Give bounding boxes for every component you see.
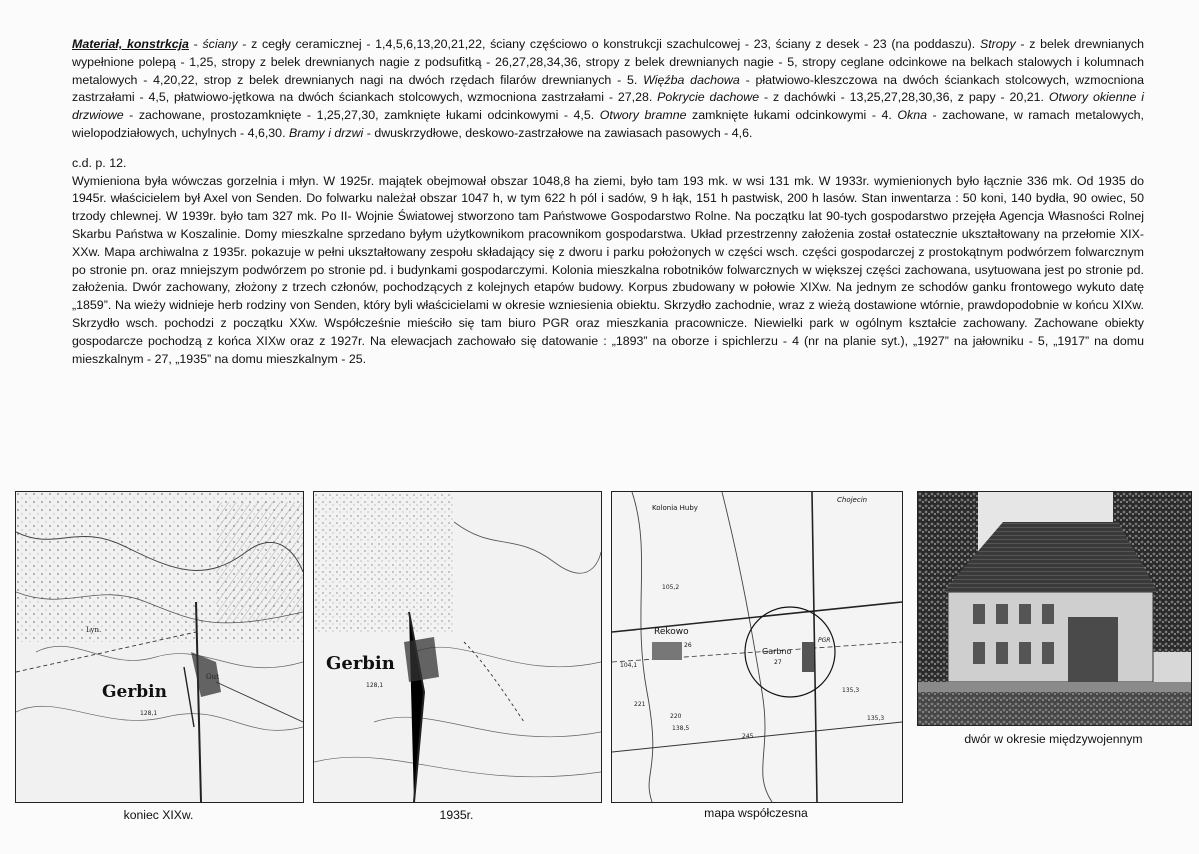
text-run: - z belek drewnianych wypełnione polepą - 1,25, stropy z belek drewnianych nagie z podsufitką - 26,27,28,34,36, stropy z belek drewnianych nagie - 5, stropy ceglane odcinkowe na belkach stalowych i kolumnach metalowych - 4,20,22, strop z belek drewnianych nagi na dwóch rzędach filarów drewnianych - 5. <box>72 37 1145 87</box>
term-gates-doors: Bramy i drzwi <box>288 125 364 140</box>
place-number: 27 <box>774 659 782 666</box>
continuation-label: c.d. p. 12. <box>72 155 127 170</box>
town-label: Gerbin <box>326 653 395 674</box>
elevation-label: 135,3 <box>842 687 860 694</box>
map-1935 <box>313 491 602 803</box>
term-walls: ściany <box>202 37 238 51</box>
history-paragraph: Wymieniona była wówczas gorzelnia i młyn. W 1925r. majątek obejmował obszar 1048,8 ha ziemi, było tam 193 mk. w wsi 131 mk. W 1933r. wymienionych było łącznie 336 mk. Od 1935 do 1945r. właścicielem był Axel von Senden. Do folwarku należał obszar 1047 h, w tym 622 h pól i sadów, 9 h łąk, 151 h pastwisk, 200 h lasów. Stan inwentarza : 50 koni, 140 bydła, 90 owiec, 50 trzody chlewnej. W 1939r. było tam 327 mk. Po II- Wojnie Światowej stworzono tam Państwowe Gospodarstwo Rolne. Na początku lat 90-tych gospodarstwo przejęła Agencja Własności Rolnej Skarbu Państwa w Koszalinie. Domy mieszkalne sprzedano byłym użytkownikom pracownikom gospodarstwa. Układ przestrzenny założenia został ostatecznie ukształtowany na przełomie XIX-XXw. Mapa archiwalna z 1935r. pokazuje w pełni ukształtowany zespołu składający się z dworu i parku położonych w części wsch. części gospodarczej z prostokątnym podwórzem folwarcznym po stronie pn. oraz mniejszym podwórzem po stronie pd. i budynkami gospodarczymi. Kolonia mieszkalna robotników folwarcznych w większej części zachowana, usytuowana jest po stronie pd. założenia. Dwór zachowany, złożony z trzech członów, pochodzących z kolejnych etapów budowy. Korpus zbudowany w połowie XIXw. Na jednym ze schodów ganku frontowego wykuto datę „1859”. Na wieży widnieje herb rodziny von Senden, który byli właścicielami w okresie wzniesienia obiektu. Skrzydło zachodnie, wraz z wieżą dostawione wtórnie, prawdopodobnie w końcu XIXw. Skrzydło wsch. pochodzi z początku XXw. Współcześnie mieściło się tam biuro PGR oraz mieszkania pracownicze. Niewielki park w ogólnym kształcie zachowany. Zachowane obiekty gospodarcze pochodzą z końca XIXw oraz z 1927r. Na elewacjach zachowało się datowanie : „1893” na oborze i spichlerzu - 4 (nr na planie syt.), „1927” na jałowniku - 5, „1917” na domu mieszkalnym - 27, „1935” na domu mieszkalnym - 25. <box>72 173 1144 366</box>
road-number: 220 <box>670 713 682 720</box>
place-label: Garbno <box>762 647 792 656</box>
text-run: - z cegły ceramicznej - 1,4,5,6,13,20,21,22, ściany częściowo o konstrukcji szachulcowej - 23, ściany z desek - 23 (na poddaszu). <box>237 37 980 51</box>
caption-map-contemporary: mapa współczesna <box>704 806 808 820</box>
elevation-label: 135,3 <box>867 715 885 722</box>
text-run: - zachowane, w ramach metalowych, wielopodziałowych, uchylnych - 4,6,30. <box>72 108 1144 140</box>
section-heading: Materiał, konstrkcja <box>72 37 189 51</box>
caption-map-19th-century: koniec XIXw. <box>123 808 194 822</box>
road-number: 245 <box>742 733 754 740</box>
elevation-label: 138,5 <box>672 725 690 732</box>
road-number: 221 <box>634 701 646 708</box>
materials-paragraph <box>72 36 1144 143</box>
place-label: Gut <box>206 673 219 681</box>
place-label: Kolonia Huby <box>652 504 698 512</box>
place-label: PGR <box>818 637 831 644</box>
description-text <box>72 36 1144 368</box>
elevation-label: 105,2 <box>662 584 680 591</box>
map-contemporary <box>611 491 903 803</box>
place-number: 26 <box>684 642 692 649</box>
text-run: - <box>188 37 203 51</box>
text-run: - dwuskrzydłowe, deskowo-zastrzałowe na zawiasach pasowych - 4,6. <box>363 125 753 140</box>
text-run: zamknięte łukami odcinkowymi - 4. <box>686 108 898 123</box>
term-windows: Okna <box>897 108 927 123</box>
term-gate-openings: Otwory bramne <box>599 108 687 123</box>
caption-manor-photo: dwór w okresie międzywojennym <box>964 732 1143 746</box>
text-run: - płatwiowo-kleszczowa na dwóch ściankach stolcowych, wzmocniona zastrzałami - 4,5, płatwiowo-jętkowa na dwóch ściankach stolcowych, wzmocniona zastrzałami - 27,28. <box>72 72 1144 105</box>
term-ceilings: Stropy <box>979 37 1016 51</box>
term-roofing: Pokrycie dachowe <box>657 90 760 105</box>
text-run: - z dachówki - 13,25,27,28,30,36, z papy - 20,21. <box>759 90 1049 105</box>
town-label: Gerbin <box>102 682 167 702</box>
place-label: Lyn. <box>86 626 102 634</box>
map-late-19th-century <box>15 491 304 803</box>
caption-map-1935: 1935r. <box>439 808 474 822</box>
manor-photo <box>917 491 1192 726</box>
elevation-label: 104,1 <box>620 662 638 669</box>
place-label: Rekowo <box>654 627 689 637</box>
term-openings: Otwory okienne i drzwiowe <box>72 90 1144 123</box>
place-label: Chojecin <box>837 496 868 504</box>
elevation-label: 128,1 <box>140 710 158 717</box>
text-run: - zachowane, prostozamknięte - 1,25,27,30, zamknięte łukami odcinkowymi - 4,5. <box>123 108 600 123</box>
term-roof-truss: Więźba dachowa <box>643 72 740 87</box>
elevation-label: 128,1 <box>366 682 384 689</box>
